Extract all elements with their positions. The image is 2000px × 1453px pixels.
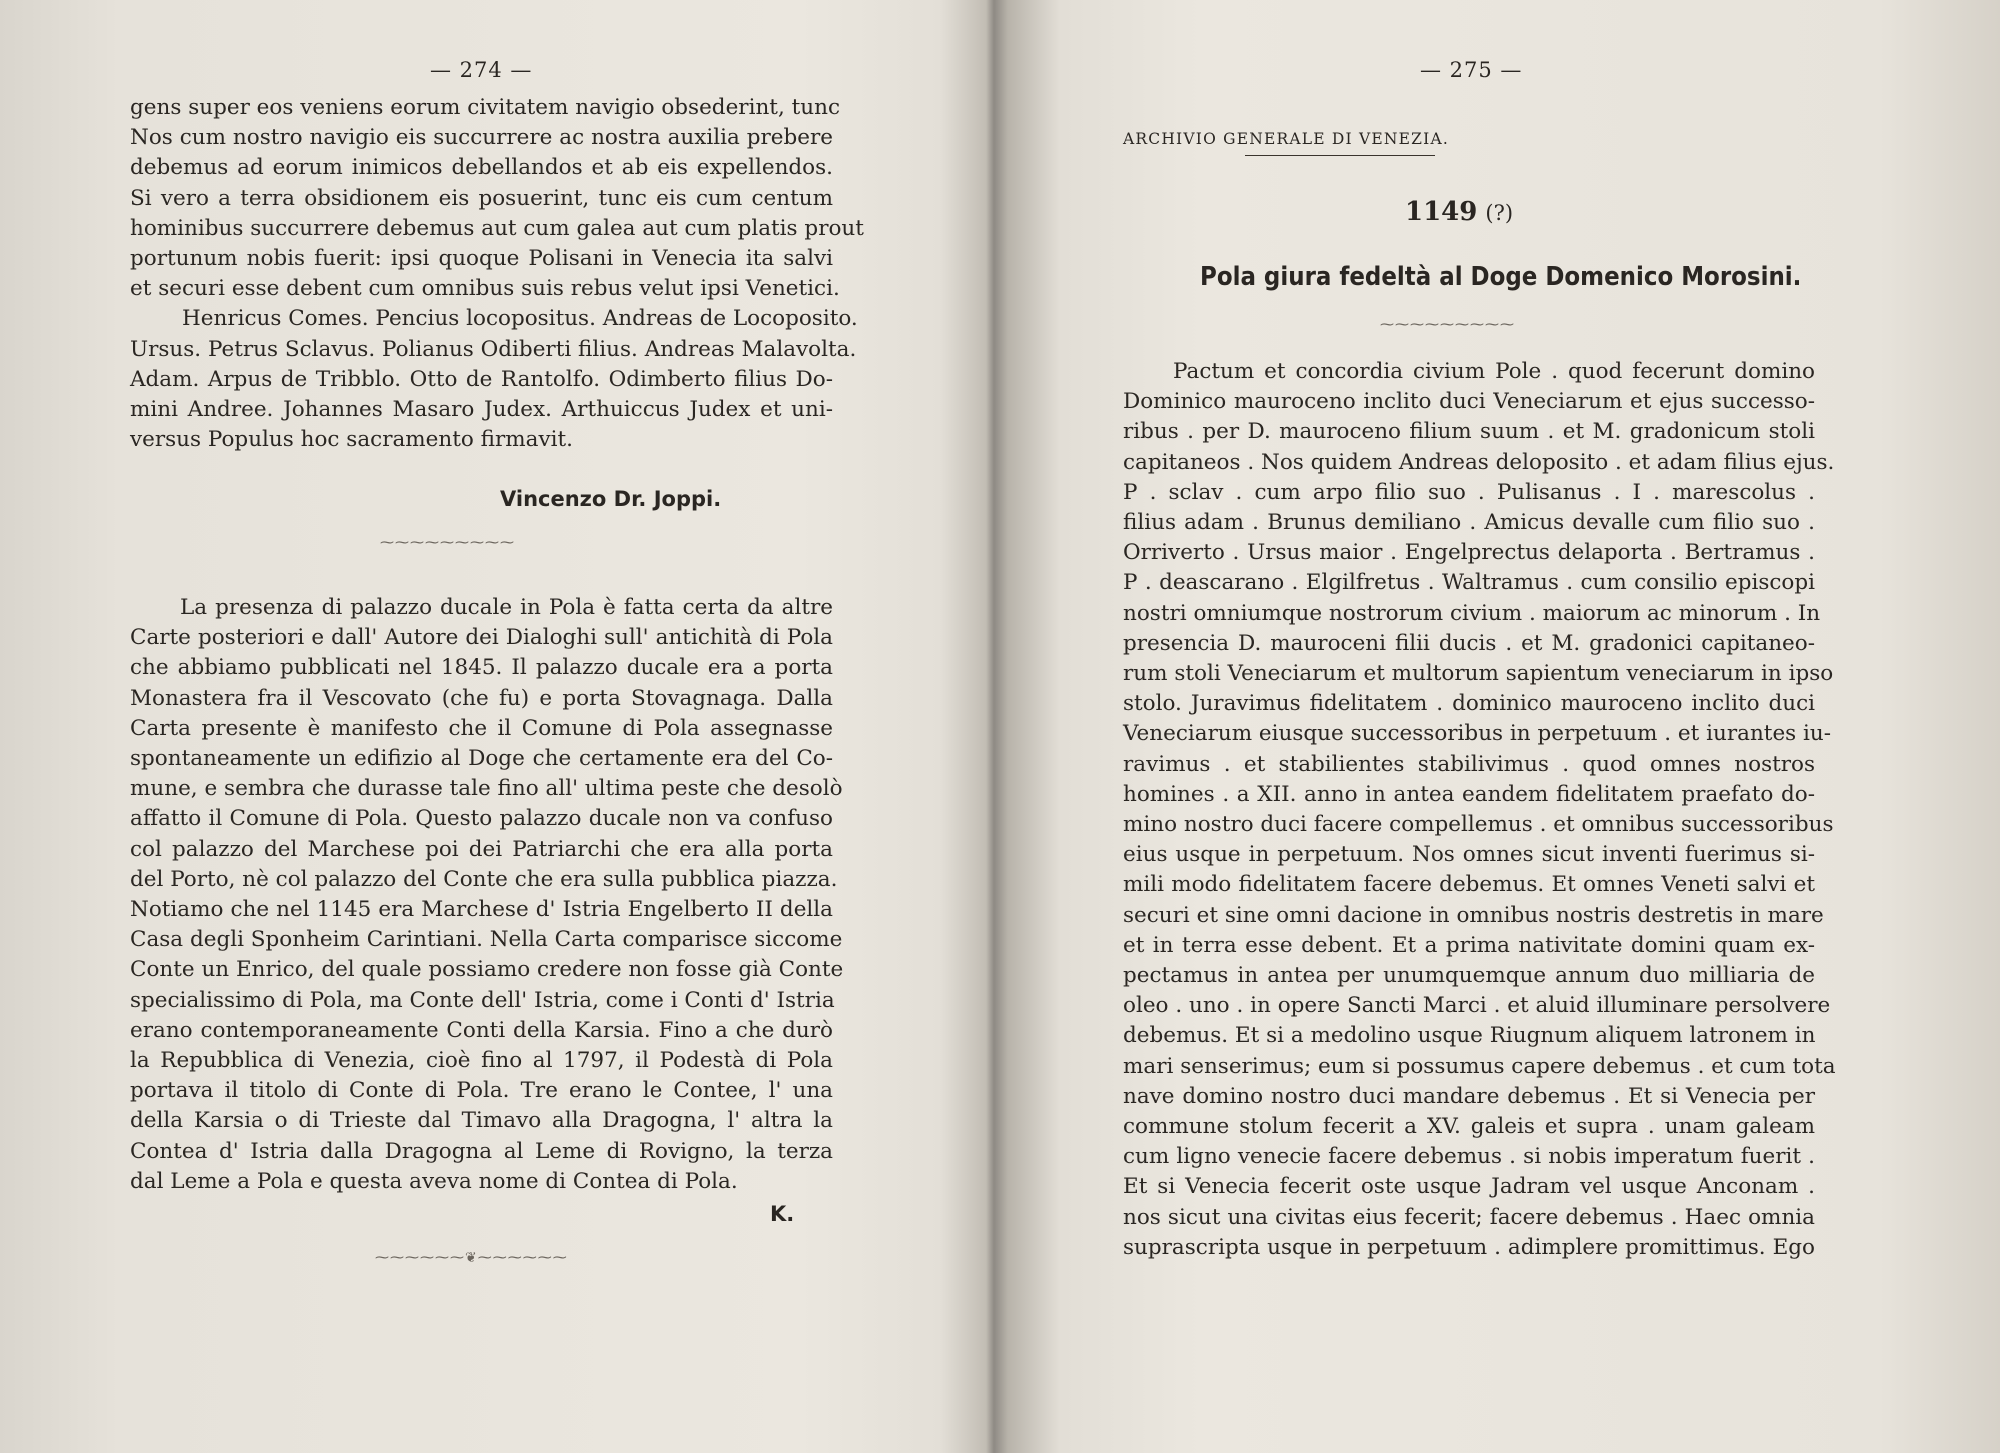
text-line: Carte posteriori e dall' Autore dei Dialoghi sull' antichità di Pola	[130, 625, 833, 651]
text-line: spontaneamente un edifizio al Doge che certamente era del Co-	[130, 746, 833, 772]
document-year: 1149	[1405, 197, 1478, 227]
text-line: Et si Venecia fecerit oste usque Jadram vel usque Anconam .	[1123, 1174, 1815, 1200]
text-line: capitaneos . Nos quidem Andreas deloposito . et adam filius ejus.	[1123, 449, 1835, 475]
end-ornament: ⁓⁓⁓⁓⁓⁓❦⁓⁓⁓⁓⁓⁓	[375, 1250, 568, 1266]
signature-k: K.	[770, 1202, 795, 1226]
text-line: la Repubblica di Venezia, cioè fino al 1797, il Podestà di Pola	[130, 1048, 833, 1074]
text-line: P . deascarano . Elgilfretus . Waltramus . cum consilio episcopi	[1123, 570, 1815, 596]
text-line: Veneciarum eiusque successoribus in perpetuum . et iurantes iu-	[1123, 721, 1832, 747]
text-line: mari senserimus; eum si possumus capere debemus . et cum tota	[1123, 1053, 1836, 1079]
text-line: Adam. Arpus de Tribblo. Otto de Rantolfo. Odimberto filius Do-	[130, 366, 833, 392]
signature-joppi: Vincenzo Dr. Joppi.	[500, 487, 722, 511]
archive-header: ARCHIVIO GENERALE DI VENEZIA.	[1123, 130, 1449, 148]
text-line: Monastera fra il Vescovato (che fu) e porta Stovagnaga. Dalla	[130, 685, 833, 711]
text-line: Casa degli Sponheim Carintiani. Nella Carta comparisce siccome	[130, 927, 843, 953]
document-title: Pola giura fedeltà al Doge Domenico Morosini.	[1200, 262, 1802, 292]
document-year-note: (?)	[1485, 201, 1514, 225]
text-line: nos sicut una civitas eius fecerit; facere debemus . Haec omnia	[1123, 1204, 1815, 1230]
text-line: Dominico mauroceno inclito duci Veneciarum et ejus successo-	[1123, 389, 1815, 415]
text-line: Pactum et concordia civium Pole . quod fecerunt domino	[1173, 359, 1815, 384]
divider-ornament: ⁓⁓⁓⁓⁓⁓⁓⁓⁓	[380, 535, 515, 551]
text-line: dal Leme a Pola e questa aveva nome di Contea di Pola.	[130, 1168, 738, 1194]
text-line: portunum nobis fuerit: ipsi quoque Polisani in Venecia ita salvi	[130, 246, 833, 272]
text-line: Carta presente è manifesto che il Comune di Pola assegnasse	[130, 715, 833, 741]
text-line: Contea d' Istria dalla Dragogna al Leme di Rovigno, la terza	[130, 1138, 833, 1164]
text-line: della Karsia o di Trieste dal Timavo alla Dragogna, l' altra la	[130, 1108, 833, 1134]
text-line: oleo . uno . in opere Sancti Marci . et aluid illuminare persolvere	[1123, 993, 1831, 1019]
text-line: che abbiamo pubblicati nel 1845. Il palazzo ducale era a porta	[130, 655, 833, 681]
text-line: La presenza di palazzo ducale in Pola è fatta certa da altre	[180, 595, 833, 620]
left-top-text	[130, 93, 864, 455]
text-line: mino nostro duci facere compellemus . et omnibus successoribus	[1123, 812, 1834, 838]
text-line: col palazzo del Marchese poi dei Patriarchi che era alla porta	[130, 836, 833, 862]
text-line: homines . a XII. anno in antea eandem fidelitatem praefato do-	[1123, 781, 1815, 807]
page-number-274: — 274 —	[430, 58, 533, 82]
page-number-275: — 275 —	[1420, 58, 1523, 82]
text-line: Notiamo che nel 1145 era Marchese d' Istria Engelberto II della	[130, 897, 833, 923]
text-line: debemus. Et si a medolino usque Riugnum aliquem latronem in	[1123, 1023, 1816, 1049]
text-line: et in terra esse debent. Et a prima nativitate domini quam ex-	[1123, 932, 1815, 958]
text-line: Orriverto . Ursus maior . Engelprectus delaporta . Bertramus .	[1123, 540, 1815, 566]
text-line: versus Populus hoc sacramento firmavit.	[130, 427, 573, 453]
text-line: presencia D. mauroceni filii ducis . et M. gradonici capitaneo-	[1123, 630, 1815, 656]
text-line: Nos cum nostro navigio eis succurrere ac nostra auxilia prebere	[130, 125, 833, 151]
text-line: securi et sine omni dacione in omnibus nostris destretis in mare	[1123, 902, 1824, 928]
text-line: stolo. Juravimus fidelitatem . dominico mauroceno inclito duci	[1123, 691, 1815, 717]
right-body-text	[1123, 357, 1836, 1263]
header-rule	[1245, 155, 1435, 156]
text-line: ravimus . et stabilientes stabilivimus . quod omnes nostros	[1123, 751, 1815, 777]
text-line: ribus . per D. mauroceno filium suum . et M. gradonicum stoli	[1123, 419, 1815, 445]
text-line: mini Andree. Johannes Masaro Judex. Arthuiccus Judex et uni-	[130, 397, 833, 423]
right-page	[985, 0, 2000, 1453]
text-line: rum stoli Veneciarum et multorum sapientum veneciarum in ipso	[1123, 661, 1834, 687]
text-line: affatto il Comune di Pola. Questo palazzo ducale non va confuso	[130, 806, 833, 832]
left-page	[0, 0, 985, 1453]
text-line: Conte un Enrico, del quale possiamo credere non fosse già Conte	[130, 957, 844, 983]
text-line: del Porto, nè col palazzo del Conte che era sulla pubblica piazza.	[130, 866, 838, 892]
text-line: mune, e sembra che durasse tale fino all' ultima peste che desolò	[130, 776, 843, 802]
text-line: Ursus. Petrus Sclavus. Polianus Odiberti filius. Andreas Malavolta.	[130, 336, 857, 362]
text-line: nave domino nostro duci mandare debemus . Et si Venecia per	[1123, 1083, 1815, 1109]
text-line: et securi esse debent cum omnibus suis rebus velut ipsi Venetici.	[130, 276, 840, 302]
text-line: eius usque in perpetuum. Nos omnes sicut inventi fuerimus si-	[1123, 842, 1815, 868]
text-line: debemus ad eorum inimicos debellandos et ab eis expellendos.	[130, 155, 833, 181]
text-line: mili modo fidelitatem facere debemus. Et omnes Veneti salvi et	[1123, 872, 1815, 898]
text-line: specialissimo di Pola, ma Conte dell' Istria, come i Conti d' Istria	[130, 987, 835, 1013]
text-line: Si vero a terra obsidionem eis posuerint, tunc eis cum centum	[130, 185, 833, 211]
text-line: pectamus in antea per unumquemque annum duo milliaria de	[1123, 963, 1815, 989]
left-comment-text	[130, 593, 844, 1197]
text-line: portava il titolo di Conte di Pola. Tre erano le Contee, l' una	[130, 1078, 833, 1104]
text-line: erano contemporaneamente Conti della Karsia. Fino a che durò	[130, 1017, 833, 1043]
text-line: Henricus Comes. Pencius locopositus. Andreas de Locoposito.	[182, 306, 858, 332]
text-line: commune stolum fecerit a XV. galeis et supra . unam galeam	[1123, 1114, 1815, 1140]
text-line: nostri omniumque nostrorum civium . maiorum ac minorum . In	[1123, 600, 1821, 626]
title-ornament: ⁓⁓⁓⁓⁓⁓⁓⁓⁓	[1380, 317, 1515, 333]
text-line: P . sclav . cum arpo filio suo . Pulisanus . I . marescolus .	[1123, 479, 1815, 505]
text-line: suprascripta usque in perpetuum . adimplere promittimus. Ego	[1123, 1234, 1815, 1260]
text-line: cum ligno venecie facere debemus . si nobis imperatum fuerit .	[1123, 1144, 1815, 1170]
text-line: gens super eos veniens eorum civitatem navigio obsederint, tunc	[130, 95, 840, 120]
text-line: filius adam . Brunus demiliano . Amicus devalle cum filio suo .	[1123, 510, 1815, 536]
document-number	[1405, 197, 1513, 227]
text-line: hominibus succurrere debemus aut cum galea aut cum platis prout	[130, 215, 864, 241]
